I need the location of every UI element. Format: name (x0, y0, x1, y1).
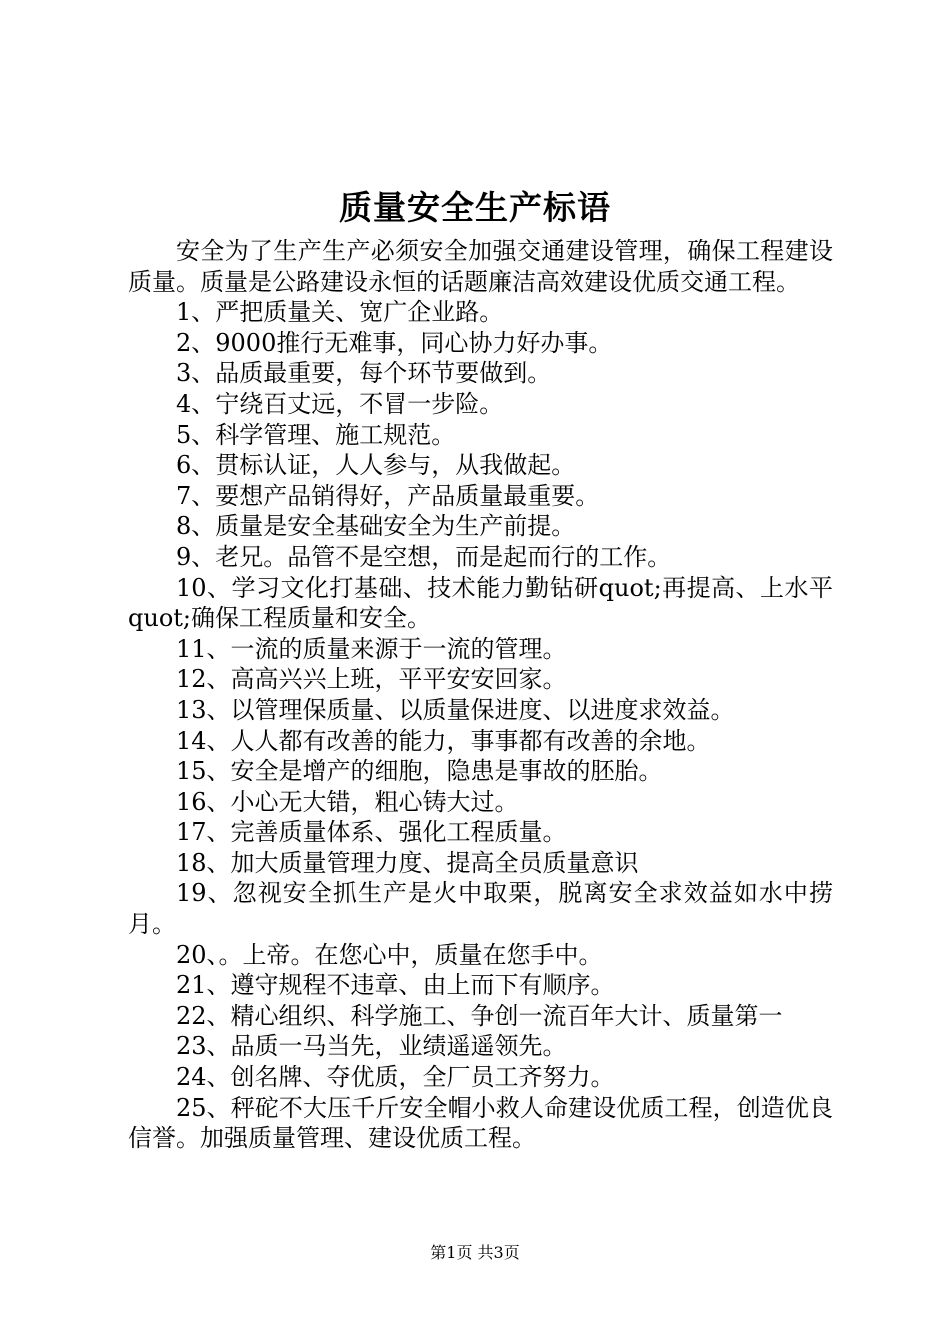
page-footer: 第1页 共3页 (430, 1243, 520, 1262)
slogan-item: 23、品质一马当先，业绩遥遥领先。 (176, 1032, 567, 1061)
slogan-item: 20、。上帝。在您心中，质量在您手中。 (176, 940, 603, 969)
slogan-item: 8、质量是安全基础安全为生产前提。 (176, 512, 576, 541)
slogan-item: 1、严把质量关、宽广企业路。 (176, 298, 504, 327)
slogan-item: 4、宁绕百丈远，不冒一步险。 (176, 389, 504, 418)
slogan-item: 15、安全是增产的细胞，隐患是事故的胚胎。 (176, 757, 663, 786)
slogan-item: 25、秤砣不大压千斤安全帽小救人命建设优质工程，创造优良信誉。加强质量管理、建设优质工程。 (128, 1093, 833, 1153)
slogan-item: 18、加大质量管理力度、提高全员质量意识 (176, 848, 639, 877)
slogan-item: 17、完善质量体系、强化工程质量。 (176, 818, 567, 847)
slogan-item: 21、遵守规程不违章、由上而下有顺序。 (176, 971, 615, 1000)
slogan-item: 13、以管理保质量、以质量保进度、以进度求效益。 (176, 695, 735, 724)
slogan-item: 5、科学管理、施工规范。 (176, 420, 456, 449)
slogan-item: 3、品质最重要，每个环节要做到。 (176, 359, 552, 388)
slogan-item: 12、高高兴兴上班，平平安安回家。 (176, 665, 567, 694)
slogan-item: 14、人人都有改善的能力，事事都有改善的余地。 (176, 726, 711, 755)
slogan-item: 22、精心组织、科学施工、争创一流百年大计、质量第一 (176, 1001, 783, 1030)
slogan-item: 10、学习文化打基础、技术能力勤钻研quot;再提高、上水平quot;确保工程质量和安全。 (128, 573, 833, 633)
intro-paragraph: 安全为了生产生产必须安全加强交通建设管理，确保工程建设质量。质量是公路建设永恒的话题廉洁高效建设优质交通工程。 (128, 237, 833, 296)
slogan-item: 16、小心无大错，粗心铸大过。 (176, 787, 519, 816)
slogan-item: 6、贯标认证，人人参与，从我做起。 (176, 451, 576, 480)
slogan-item: 2、9000推行无难事，同心协力好办事。 (176, 328, 613, 357)
document-title: 质量安全生产标语 (339, 188, 611, 227)
slogan-item: 19、忽视安全抓生产是火中取栗，脱离安全求效益如水中捞月。 (128, 879, 833, 939)
slogan-item: 9、老兄。品管不是空想，而是起而行的工作。 (176, 542, 672, 571)
slogan-item: 7、要想产品销得好，产品质量最重要。 (176, 481, 600, 510)
document-body (128, 236, 833, 1154)
slogan-item: 24、创名牌、夺优质，全厂员工齐努力。 (176, 1063, 615, 1092)
slogan-item: 11、一流的质量来源于一流的管理。 (176, 634, 567, 663)
